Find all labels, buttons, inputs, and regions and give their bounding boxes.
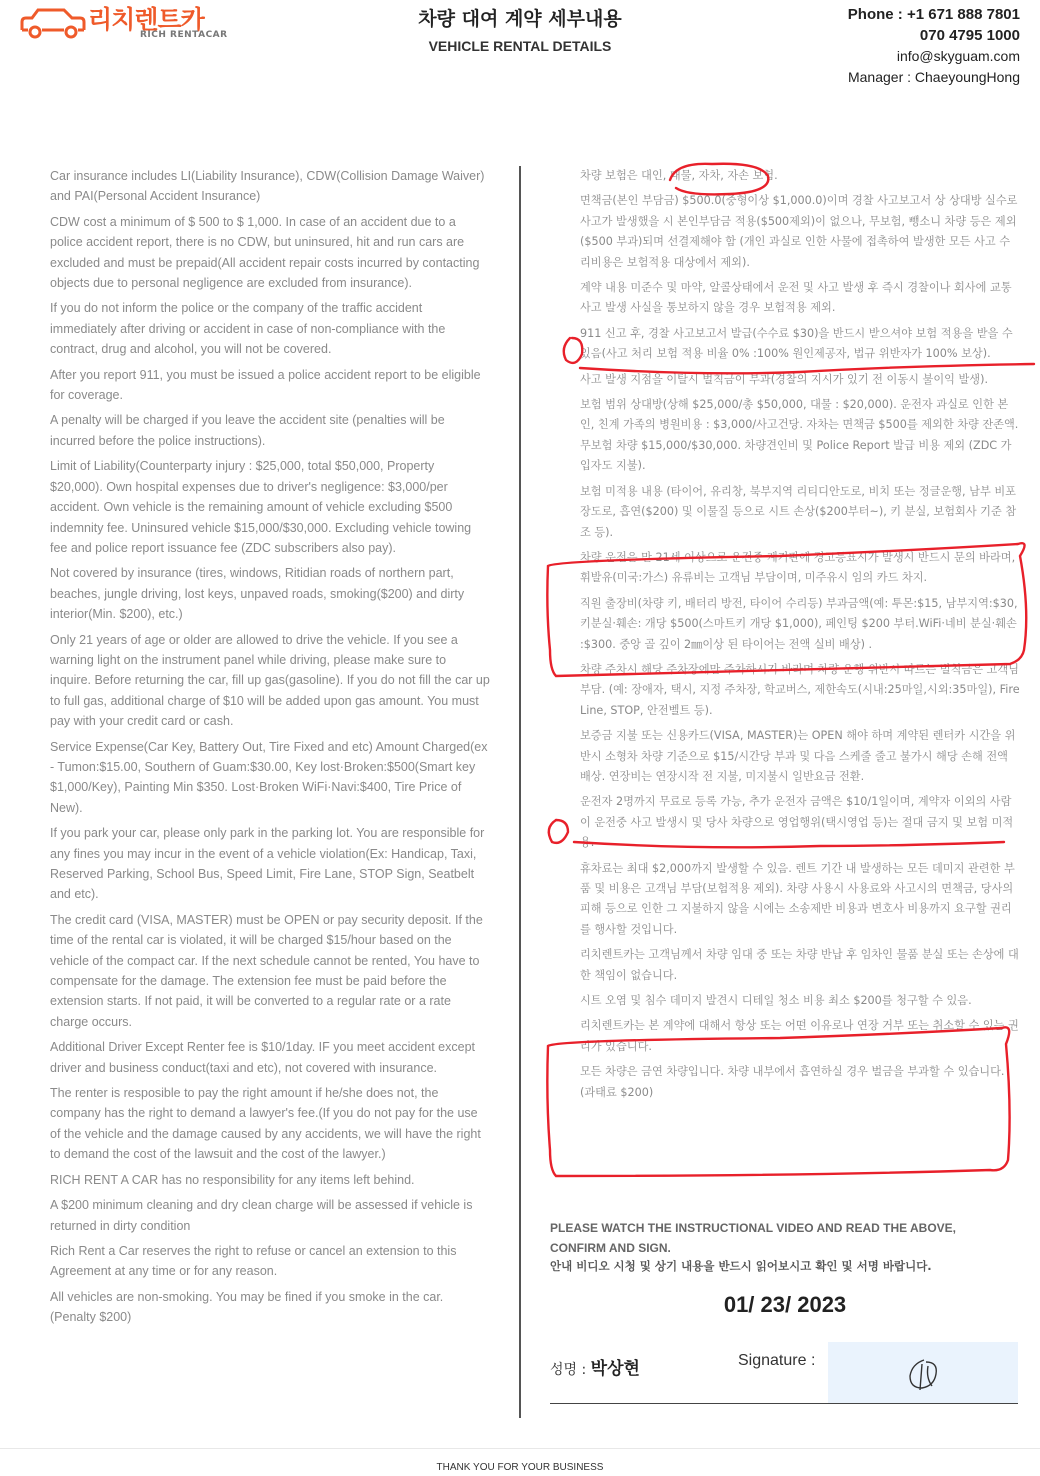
phone-number-secondary: 070 4795 1000 xyxy=(919,27,1020,44)
term-english: CDW cost a minimum of $ 500 to $ 1,000. In case of an accident due to a police accident report, there is no CDW, but uninsured, hit and run cars are excluded and must be prepaid(All accident repair costs incurred by contacting objects due to personal negligence are excluded from insurance). xyxy=(50,214,480,291)
term-english: A $200 minimum cleaning and dry clean charge will be assessed if vehicle is returned in dirty condition xyxy=(50,1198,473,1233)
terms-english-column xyxy=(50,166,490,1333)
logo-english-text: RICH RENTACAR xyxy=(140,30,228,40)
term-korean: 시트 오염 및 침수 데미지 발견시 디테일 청소 비용 최소 $200를 청구할 수 있음. xyxy=(580,994,972,1008)
term-english: Only 21 years of age or older are allowed to drive the vehicle. If you see a warning light on the instrument panel while driving, please make sure to inquire. Before returning the car, fill up gas(gasoline). If you do not fill the car up to full gas, additional charge of $10 will be added upon gas amount. You must pay with your credit card or cash. xyxy=(50,632,490,729)
term-korean: 리치렌트카는 고객님께서 차량 임대 중 또는 차량 반납 후 임차인 물품 분실 또는 손상에 대한 책임이 없습니다. xyxy=(580,948,1019,982)
term-english: Car insurance includes LI(Liability Insurance), CDW(Collision Damage Waiver) and PAI(Personal Accident Insurance) xyxy=(50,169,485,204)
term-korean: 보험 범위 상대방(상해 $25,000/총 $50,000, 대물 : $20,000). 운전자 과실로 인한 본인, 친계 가족의 병원비용 : $3,000/사고건당. 자차는 면책금 $500를 제외한 차량 잔존액. 무보험 차량 $15,000/$30,000. 차량견인비 및 Police Report 발급 비용 제외 (ZDC 가입자도 지불). xyxy=(580,398,1019,473)
term-korean: 보증금 지불 또는 신용카드(VISA, MASTER)는 OPEN 해야 하며 계약된 렌터카 시간을 위반시 소형차 차량 기준으로 $15/시간당 부과 및 다음 스케줄 줄고 불가시 해당 손해 전액 배상. 연장비는 연장시작 전 지불, 미지불시 일반요금 전환. xyxy=(580,729,1016,783)
term-korean: 보험 미적용 내용 (타이어, 유리창, 북부지역 리티디안도로, 비치 또는 정글운행, 남부 비포장도로, 흡연($200) 및 이물질 등으로 시트 손상($200부터~), 키 분실, 보험회사 기준 참조 등). xyxy=(580,484,1017,539)
contract-date: 01/ 23/ 2023 xyxy=(723,1292,847,1317)
term-korean: 사고 발생 지점을 이탈시 벌칙금이 부과(경찰의 지시가 있기 전 이동시 불이익 발생). xyxy=(580,372,989,386)
column-divider xyxy=(519,166,521,1418)
signature-box[interactable] xyxy=(828,1342,1018,1404)
document-title-english: VEHICLE RENTAL DETAILS xyxy=(428,38,612,54)
term-korean: 휴차료는 최대 $2,000까지 발생할 수 있음. 렌트 기간 내 발생하는 모든 데미지 관련한 부품 및 비용은 고객님 부담(보험적용 제외). 차량 사용시 사용료와 사고시의 면책금, 당사의 피해 등으로 인한 그 지불하지 않을 시에는 소송제반 비용과 변호사 비용까지 요구할 권리를 행사할 것입니다. xyxy=(580,861,1015,936)
signer-name-value: 박상현 xyxy=(590,1359,640,1379)
phone-number: Phone : +1 671 888 7801 xyxy=(847,6,1020,23)
term-korean: 리치렌트카는 본 계약에 대해서 항상 또는 어떤 이유로나 연장 거부 또는 취소할 수 있는 권리가 있습니다. xyxy=(580,1019,1019,1053)
footer-divider xyxy=(0,1448,1040,1449)
term-english: All vehicles are non-smoking. You may be fined if you smoke in the car. (Penalty $200) xyxy=(50,1289,444,1325)
footer-thank-you: THANK YOU FOR YOUR BUSINESS xyxy=(436,1462,604,1473)
instruction-notice-english: PLEASE WATCH THE INSTRUCTIONAL VIDEO AND READ THE ABOVE, CONFIRM AND SIGN. xyxy=(550,1221,957,1255)
term-english: Additional Driver Except Renter fee is $10/1day. IF you meet accident except driver and business conduct(taxi and etc), not covered with insurance. xyxy=(50,1040,475,1075)
term-korean: 계약 내용 미준수 및 마약, 알콜상태에서 운전 및 사고 발생 후 즉시 경찰이나 회사에 교통 사고 발생 사실을 통보하지 않을 경우 보험적용 제외. xyxy=(580,281,1012,315)
term-korean: 직원 출장비(차량 키, 배터리 방전, 타이어 수리등) 부과금액(예: 투몬:$15, 남부지역:$30, 키분실·훼손: 개당 $500(스마트키 개당 $1,000), 페인팅 $200 부터.WiFi·네비 분실·훼손 :$300. 중앙 골 깊이 2㎜이상 된 타이어는 전액 실비 배상) . xyxy=(580,596,1018,651)
term-english: RICH RENT A CAR has no responsibility for any items left behind. xyxy=(50,1172,415,1187)
term-english: The credit card (VISA, MASTER) must be OPEN or pay security deposit. If the time of the rental car is violated, it will be charged $15/hour based on the vehicle of the compact car. If the next schedule cannot be rented, You have to compensate for the damage. The extension fee must be paid before the extension starts. If not paid, it will be converted to a regular rate or a rate charge occurs. xyxy=(50,912,483,1029)
term-korean: 차량 보험은 대인, 대물, 자차, 자손 보험. xyxy=(580,169,778,182)
term-english: Rich Rent a Car reserves the right to refuse or cancel an extension to this Agreement at any time or for any reason. xyxy=(50,1243,457,1279)
term-korean: 차량 주차시 해당 주차장에만 주차하시기 바라며 차량 운행 위반시 따르는 벌칙금은 고객님 부담. (예: 장애자, 택시, 지정 주차장, 학교버스, 제한속도(시내:25마일,시외:35마일), Fire Line, STOP, 안전벨트 등). xyxy=(580,662,1020,717)
terms-korean-column xyxy=(580,166,1020,1108)
term-korean: 면책금(본인 부담금) $500.0(중형이상 $1,000.0)이며 경찰 사고보고서 상 상대방 실수로 사고가 발생했을 시 본인부담금 적용($500제외)이 없으나, 무보험, 뺑소니 차량 등은 제외($500 부과)되며 선결제해야 함 (개인 과실로 인한 사물에 접촉하여 발생한 모든 사고 수리비용은 보험적용 대상에서 제외). xyxy=(580,194,1018,269)
circle-annotation xyxy=(549,820,568,843)
term-english: If you do not inform the police or the company of the traffic accident immediately after driving or accident in case of non-compliance with the contract, drug and alcohol, you will not be covered. xyxy=(50,301,446,357)
contact-info xyxy=(848,4,1020,88)
email-address: info@skyguam.com xyxy=(896,48,1020,64)
signature-underline xyxy=(550,1403,1018,1404)
term-english: Not covered by insurance (tires, windows, Ritidian roads of northern part, beaches, jungle driving, lost keys, unpaved roads, smoking($200) and dirty interior(Min. $200), etc.) xyxy=(50,566,465,622)
term-english: Limit of Liability(Counterparty injury : $25,000, total $50,000, Property $20,000). Own hospital expenses due to driver's negligence: $3,000/per accident. Own vehicle is the remaining amount of vehicle excluding $500 indemnity fee. Uninsured vehicle $15,000/$30,000. Excluding vehicle towing fee and police report issuance fee (ZDC subscribers also pay). xyxy=(50,459,472,555)
term-korean: 운전자 2명까지 무료로 등록 가능, 추가 운전자 금액은 $10/1일이며, 계약자 이외의 사람이 운전중 사고 발생시 및 당사 차량으로 영업행위(택시영업 등)는 절대 금지 및 보험 미적용. xyxy=(580,795,1014,850)
signer-name-field xyxy=(550,1354,640,1379)
manager-name: Manager : ChaeyoungHong xyxy=(847,69,1020,85)
term-english: A penalty will be charged if you leave the accident site (penalties will be incurred before the police instructions). xyxy=(50,413,445,448)
instruction-notice-korean: 안내 비디오 시청 및 상기 내용을 반드시 읽어보시고 확인 및 서명 바랍니다. xyxy=(550,1259,932,1273)
term-english: After you report 911, you must be issued a police accident report to be eligible for coverage. xyxy=(50,367,481,403)
term-korean: 모든 차량은 금연 차량입니다. 차량 내부에서 흡연하실 경우 벌금을 부과할 수 있습니다. (과태료 $200) xyxy=(580,1065,1005,1099)
term-english: Service Expense(Car Key, Battery Out, Tire Fixed and etc) Amount Charged(ex - Tumon:$15.00, Southern of Guam:$30.00, Key lost·Broken:$500(Smart key $1,000/Key), Painting Min $350. Lost·Broken WiFi·Navi:$400, Tire Price of New). xyxy=(50,739,488,815)
document-title-korean: 차량 대여 계약 세부내용 xyxy=(418,8,622,30)
term-korean: 911 신고 후, 경찰 사고보고서 발급(수수료 $30)을 반드시 받으셔야 보험 적용을 받을 수 있음(사고 처리 보험 적용 비율 0% :100% 원인제공자, 법규 위반자가 100% 보상). xyxy=(580,326,1013,361)
handwritten-signature-icon xyxy=(828,1342,1018,1404)
term-korean: 차량 운전은 만 21세 이상으로 운전중 계기판에 경고등표시가 발생시 반드시 문의 바라며, 휘발유(미국:가스) 유류비는 고객님 부담이며, 미주유시 임의 카드 차지. xyxy=(580,550,1016,585)
signer-name-label: 성명 : xyxy=(550,1362,587,1378)
term-english: If you park your car, please only park in the parking lot. You are responsible for any fines you may incur in the event of a vehicle violation(Ex: Handicap, Taxi, Reserved Parking, School Bus, Speed Limit, Fire Lane, STOP Sign, Seatbelt and etc). xyxy=(50,826,485,902)
signature-label: Signature : xyxy=(738,1352,816,1369)
term-english: The renter is resposible to pay the right amount if he/she does not, the company has the right to demand a lawyer's fee.(If you do not pay for the use of the vehicle and the damage caused by any accidents, we will have the right to demand the cost of the lawsuit and the cost of the lawyer.) xyxy=(50,1086,481,1162)
logo-korean-text: 리치렌트카 xyxy=(88,5,204,34)
